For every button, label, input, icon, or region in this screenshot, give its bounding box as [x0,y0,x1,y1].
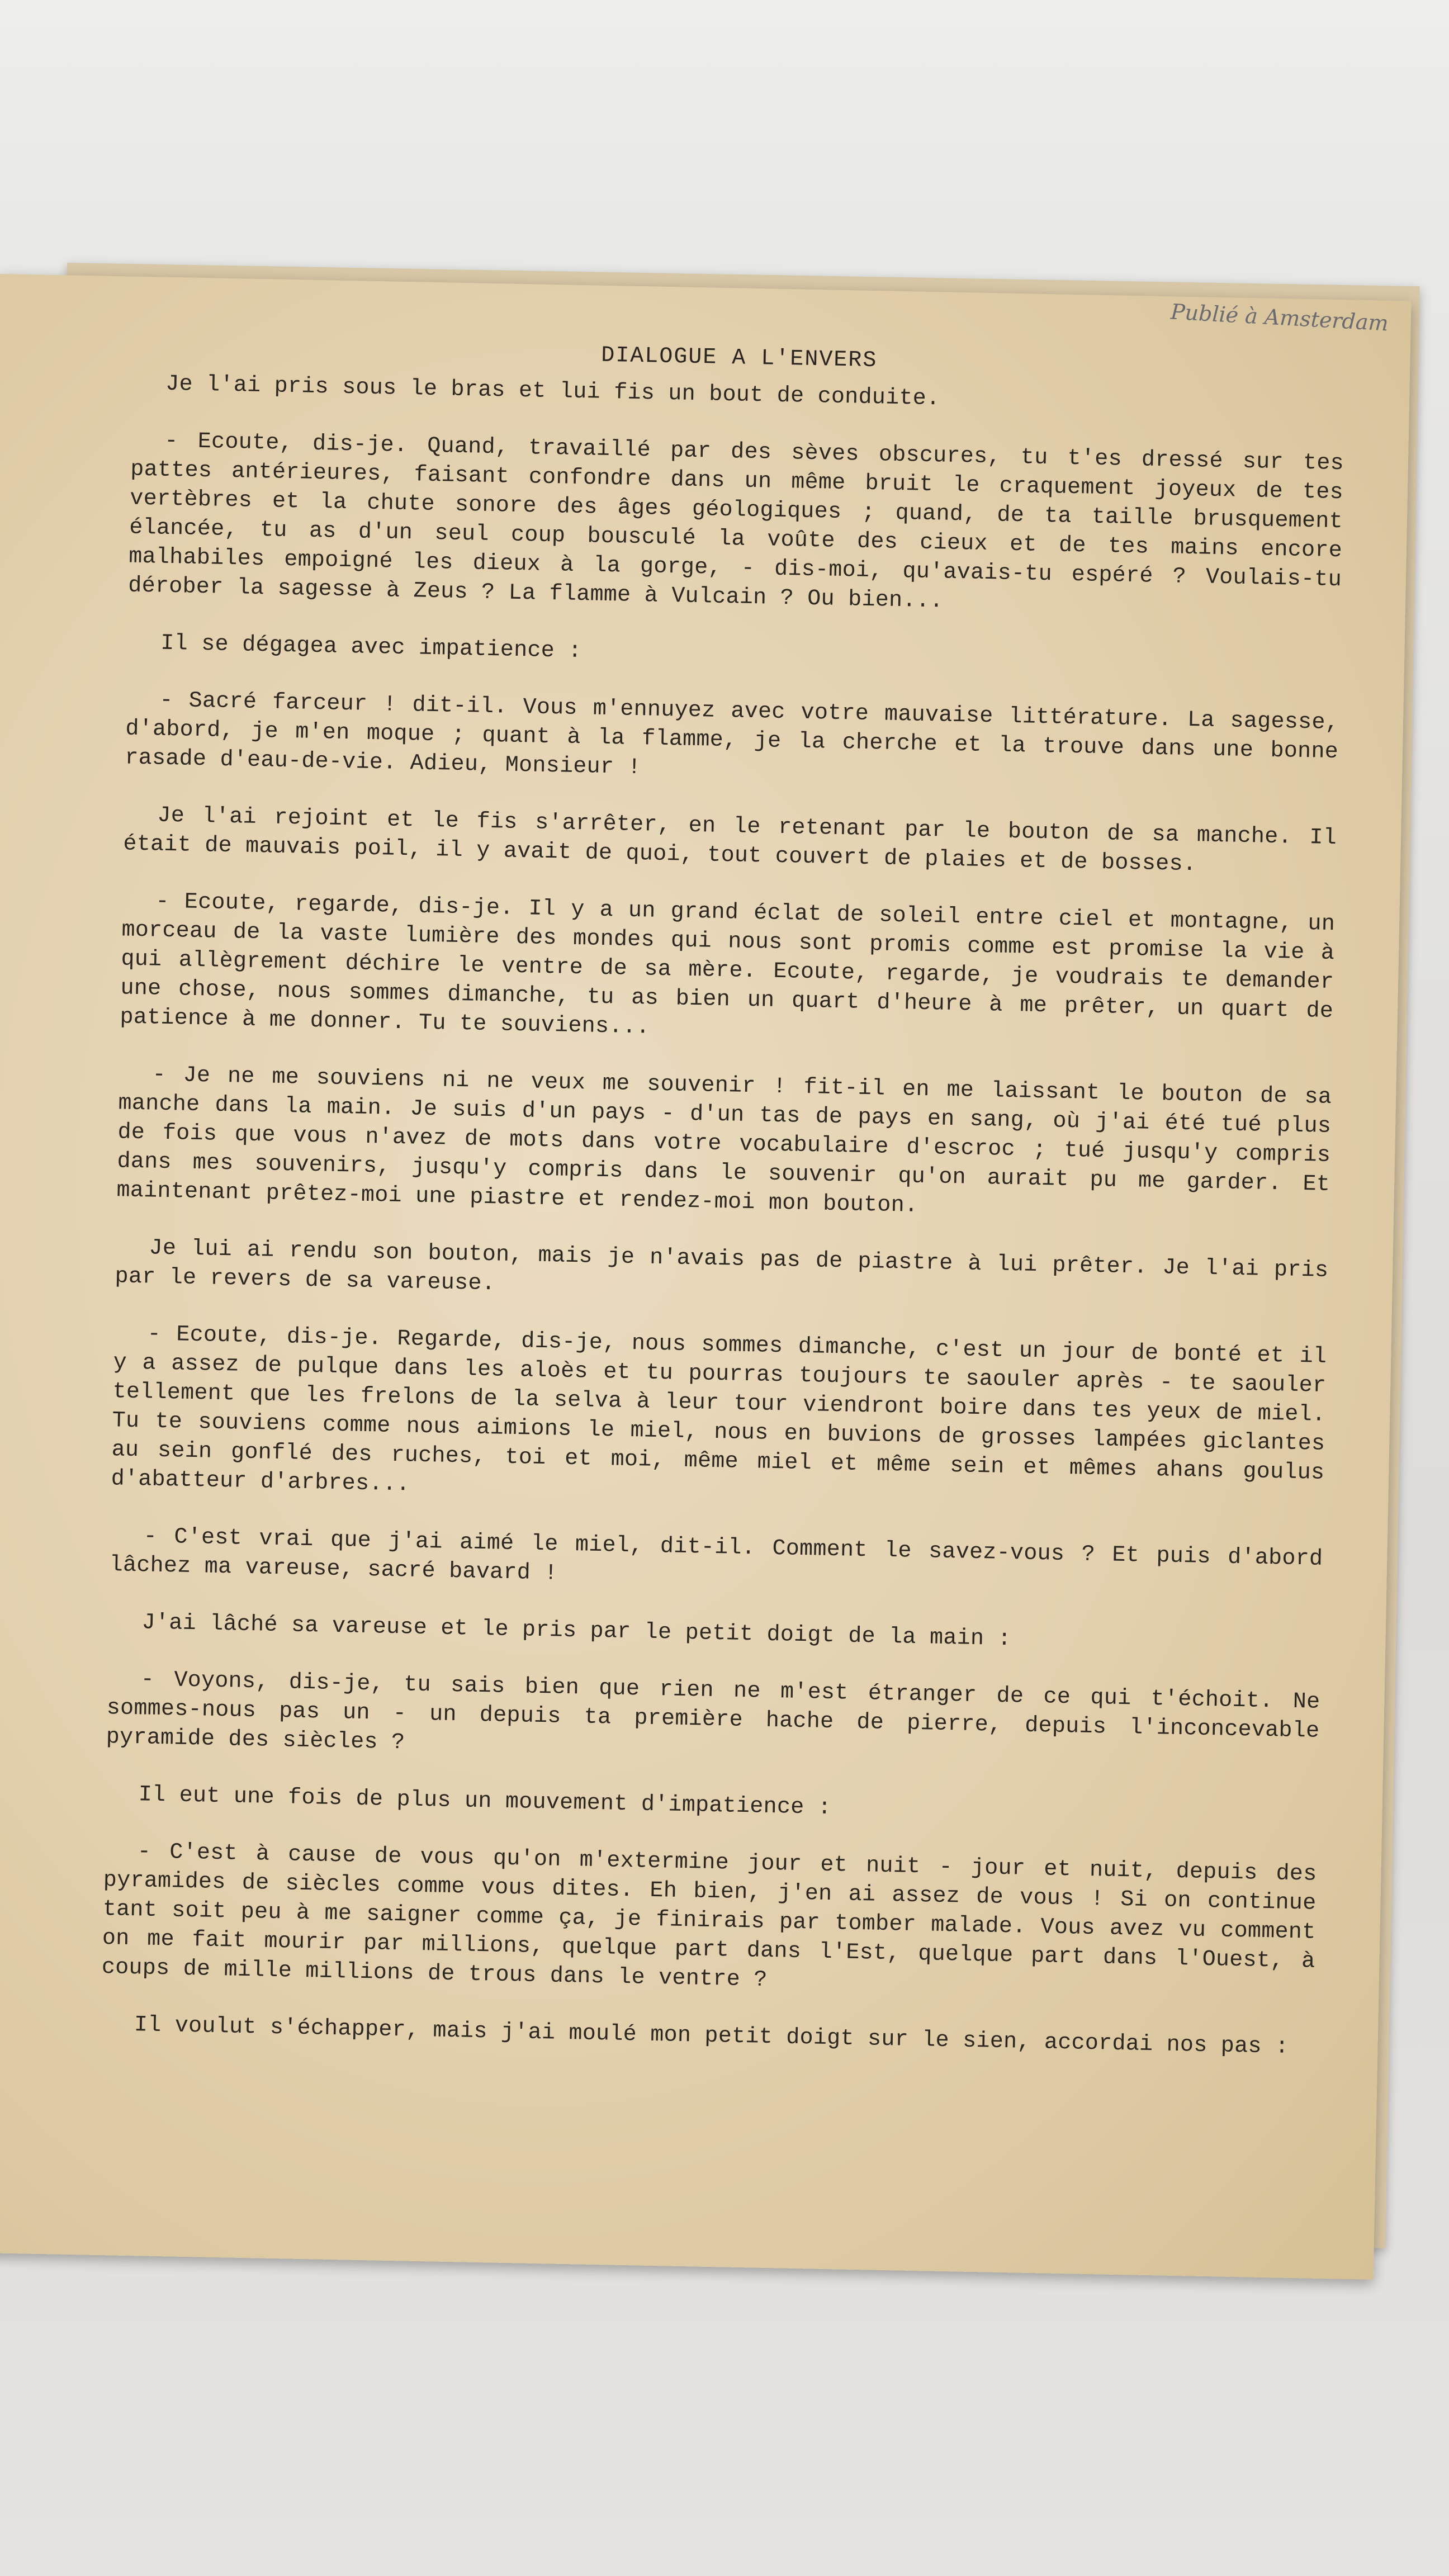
paragraph: - C'est vrai que j'ai aimé le miel, dit-il. Comment le savez-vous ? Et puis d'abord lâchez ma vareuse, sacré bavard ! [109,1524,1323,1587]
paragraph: - Sacré farceur ! dit-il. Vous m'ennuyez avec votre mauvaise littérature. La sagesse, d'abord, je m'en moque ; quant à la flamme, je la cherche et la trouve dans une bonne rasade d'eau-de-vie. Adieu, Monsieur ! [124,688,1339,781]
paragraph: Je lui ai rendu son bouton, mais je n'avais pas de piastre à lui prêter. Je l'ai pris par le revers de sa vareuse. [115,1235,1329,1297]
paragraph: Il voulut s'échapper, mais j'ai moulé mon petit doigt sur le sien, accordai nos pas : [134,2012,1289,2060]
handwritten-annotation: Publié à Amsterdam [1170,299,1389,336]
typewritten-page [0,274,1412,2280]
document-title: DIALOGUE A L'ENVERS [600,343,878,374]
paragraph: - Ecoute, dis-je. Quand, travaillé par des sèves obscures, tu t'es dressé sur tes pattes antérieures, faisant confondre dans un même bruit le craquement joyeux de tes vertèbres et la chute sonore des âges géologiques ; quand, de ta taille brusquement élancée, tu as d'un seul coup bousculé la voûte des cieux et de tes mains encore malhabiles empoigné les dieux à la gorge, - dis-moi, qu'avais-tu espéré ? Voulais-tu dérober la sagesse à Zeus ? La flamme à Vulcain ? Ou bien... [127,428,1344,614]
paragraph: Je l'ai rejoint et le fis s'arrêter, en le retenant par le bouton de sa manche. Il était de mauvais poil, il y avait de quoi, tout couvert de plaies et de bosses. [123,803,1337,878]
paragraph: Il se dégagea avec impatience : [160,631,583,665]
paragraph: - Je ne me souviens ni ne veux me souvenir ! fit-il en me laissant le bouton de sa manche dans la main. Je suis d'un pays - d'un tas de pays en sang, où j'ai été tué plus de fois que vous n'avez de mots dans votre vocabulaire d'escroc ; tué jusqu'y compris dans mes souvenirs, jusqu'y compris dans le souvenir qu'on aurait pu me garder. Et maintenant prêtez-moi une piastre et rendez-moi mon bouton. [116,1062,1332,1219]
paragraph: Je l'ai pris sous le bras et lui fis un bout de conduite. [165,371,940,412]
paragraph: J'ai lâché sa vareuse et le pris par le petit doigt de la main : [141,1610,1012,1652]
paragraph: - Voyons, dis-je, tu sais bien que rien ne m'est étranger de ce qui t'échoit. Ne sommes-nous pas un - un depuis ta première hache de pierre, depuis l'inconcevable pyramide des siècles ? [106,1667,1320,1756]
paragraph: - Ecoute, dis-je. Regarde, dis-je, nous sommes dimanche, c'est un jour de bonté et il y a assez de pulque dans les aloès et tu pourras toujours te saouler après - te saouler tellement que les frelons de la selva à leur tour viendront boire dans tes yeux de miel. Tu te souviens comme nous aimions le miel, nous en buvions de grosses lampées giclantes au sein gonflé des ruches, toi et moi, même miel et même sein et mêmes ahans goulus d'abatteur d'arbres... [111,1322,1327,1498]
paragraph: - C'est à cause de vous qu'on m'extermine jour et nuit - jour et nuit, depuis des pyramides de siècles comme vous dites. Eh bien, j'en ai assez de vous ! Si on continue tant soit peu à me saigner comme ça, je finirais par tomber malade. Vous avez vu comment on me fait mourir par millions, quelque part dans l'Est, quelque part dans l'Ouest, à coups de mille millions de trous dans le ventre ? [101,1839,1317,1993]
paragraph: - Ecoute, regarde, dis-je. Il y a un grand éclat de soleil entre ciel et montagne, un morceau de la vaste lumière des mondes qui nous sont promis comme est promise la vie à qui allègrement déchire le ventre de sa mère. Ecoute, regarde, je voudrais te demander une chose, nous sommes dimanche, tu as bien un quart d'heure à me prêter, un quart de patience à me donner. Tu te souviens... [120,889,1336,1040]
document-body [100,333,1346,2091]
paragraph: Il eut une fois de plus un mouvement d'impatience : [138,1782,832,1821]
